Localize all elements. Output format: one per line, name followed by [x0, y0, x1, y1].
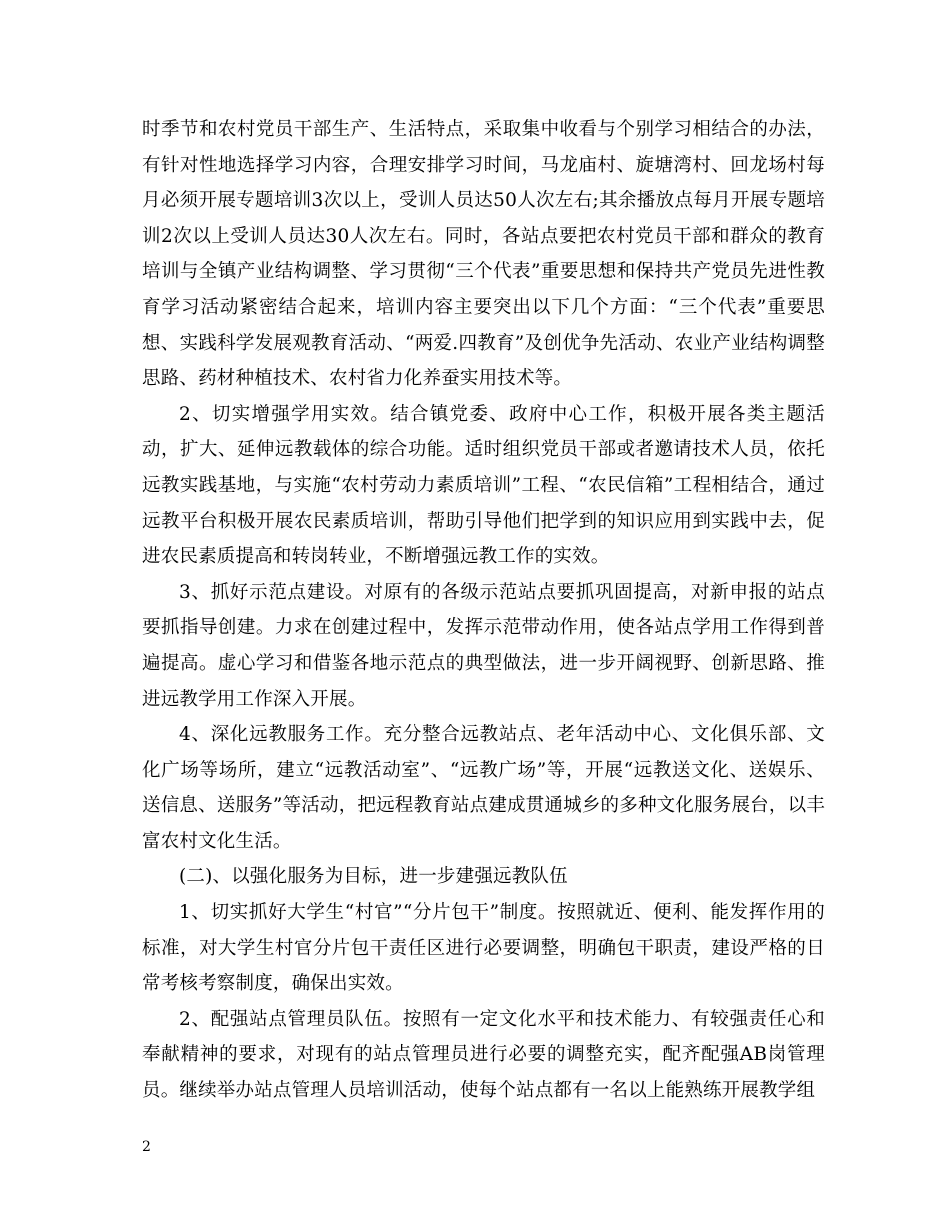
- paragraph-service-work: 4、深化远教服务工作。充分整合远教站点、老年活动中心、文化俱乐部、文化广场等场所，建立“远教活动室”、“远教广场”等，开展“远教送文化、送娱乐、送信息、送服务”等活动，把远程教育站点建成贯通城乡的多种文化服务展台，以丰富农村文化生活。: [142, 724, 825, 852]
- page-number: 2: [142, 1139, 151, 1155]
- paragraph-site-administrators: 2、配强站点管理员队伍。按照有一定文化水平和技术能力、有较强责任心和奉献精神的要求，对现有的站点管理员进行必要的调整充实，配齐配强AB岗管理员。继续举办站点管理人员培训活动，使每个站点都有一名以上能熟练开展教学组: [142, 1008, 825, 1102]
- paragraph-demonstration-sites: 3、抓好示范点建设。对原有的各级示范站点要抓巩固提高，对新申报的站点要抓指导创建。力求在创建过程中，发挥示范带动作用，使各站点学用工作得到普遍提高。虚心学习和借鉴各地示范点的典型做法，进一步开阔视野、创新思路、推进远教学用工作深入开展。: [142, 581, 825, 710]
- paragraph-village-officials: 1、切实抓好大学生“村官”“分片包干”制度。按照就近、便利、能发挥作用的标准，对大学生村官分片包干责任区进行必要调整，明确包干职责，建设严格的日常考核考察制度，确保出实效。: [142, 902, 825, 995]
- paragraph-learning-effect: 2、切实增强学用实效。结合镇党委、政府中心工作，积极开展各类主题活动，扩大、延伸远教载体的综合功能。适时组织党员干部或者邀请技术人员，依托远教实践基地，与实施“农村劳动力素质培训”工程、“农民信箱”工程相结合，通过远教平台积极开展农民素质培训，帮助引导他们把学到的知识应用到实践中去，促进农民素质提高和转岗转业，不断增强远教工作的实效。: [142, 403, 825, 568]
- document-body: [142, 112, 825, 1109]
- section-heading: (二)、以强化服务为目标，进一步建强远教队伍: [179, 866, 568, 888]
- paragraph-continuation: 时季节和农村党员干部生产、生活特点，采取集中收看与个别学习相结合的办法，有针对性地选择学习内容，合理安排学习时间，马龙庙村、旋塘湾村、回龙场村每月必须开展专题培训3次以上，受训人员达50人次左右;其余播放点每月开展专题培训2次以上受训人员达30人次左右。同时，各站点要把农村党员干部和群众的教育培训与全镇产业结构调整、学习贯彻“三个代表”重要思想和保持共产党员先进性教育学习活动紧密结合起来，培训内容主要突出以下几个方面：“三个代表”重要思想、实践科学发展观教育活动、“两爱.四教育”及创优争先活动、农业产业结构调整思路、药材种植技术、农村省力化养蚕实用技术等。: [142, 119, 825, 390]
